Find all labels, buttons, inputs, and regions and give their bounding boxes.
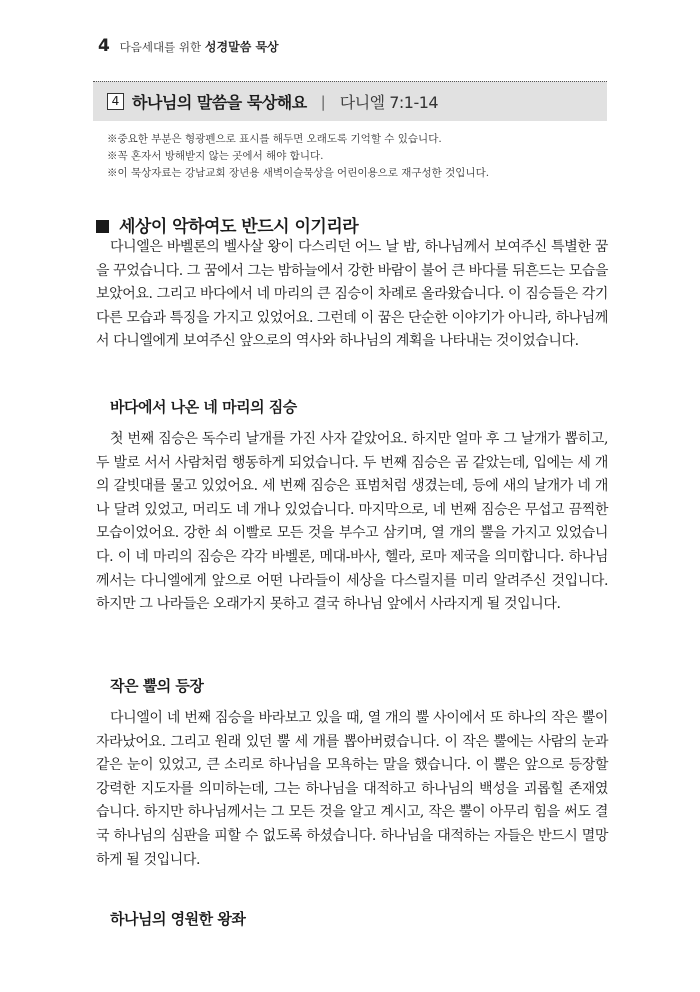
page-number: 4: [98, 36, 110, 56]
note-line: ※꼭 혼자서 방해받지 않는 곳에서 해야 합니다.: [107, 150, 324, 162]
series-lead: 다음세대를 위한: [119, 40, 202, 54]
running-head: [98, 36, 279, 56]
series-title: 성경말씀 묵상: [204, 40, 279, 54]
note-line: ※이 묵상자료는 강남교회 장년용 새벽이슬묵상을 어린이용으로 재구성한 것입니다.: [107, 167, 490, 179]
subhead-horn: 작은 뿔의 등장: [110, 677, 204, 695]
subhead-beasts: 바다에서 나온 네 마리의 짐승: [110, 398, 297, 416]
note-line: ※중요한 부분은 형광펜으로 표시를 해두면 오래도록 기억할 수 있습니다.: [107, 133, 442, 145]
lesson-banner: [93, 81, 607, 121]
section-heading: [96, 212, 358, 237]
intro-paragraph: 다니엘은 바벨론의 벨사살 왕이 다스리던 어느 날 밤, 하나님께서 보여주신 특별한 꿈을 꾸었습니다. 그 꿈에서 그는 밤하늘에서 강한 바람이 불어 큰 바다를 뒤흔드는 모습을 보았어요. 그리고 바다에서 네 마리의 큰 짐승이 차례로 올라왔습니다. 이 짐승들은 각기 다른 모습과 특징을 가지고 있었어요. 그런데 이 꿈은 단순한 이야기가 아니라, 하나님께서 다니엘에게 보여주신 앞으로의 역사와 하나님의 계획을 나타내는 것이었습니다.: [96, 239, 608, 350]
usage-notes: [107, 131, 489, 182]
black-square-icon: [96, 220, 109, 233]
beasts-paragraph: 첫 번째 짐승은 독수리 날개를 가진 사자 같았어요. 하지만 얼마 후 그 날개가 뽑히고, 두 발로 서서 사람처럼 행동하게 되었습니다. 두 번째 짐승은 곰 같았는데, 입에는 세 개의 갈빗대를 물고 있었어요. 세 번째 짐승은 표범처럼 생겼는데, 등에 새의 날개가 네 개나 달려 있었고, 머리도 네 개나 있었습니다. 마지막으로, 네 번째 짐승은 무섭고 끔찍한 모습이었어요. 강한 쇠 이빨로 모든 것을 부수고 삼키며, 열 개의 뿔을 가지고 있었습니다. 이 네 마리의 짐승은 각각 바벨론, 메대-바사, 헬라, 로마 제국을 의미합니다. 하나님께서는 다니엘에게 앞으로 어떤 나라들이 세상을 다스릴지를 미리 알려주신 것입니다. 하지만 그 나라들은 오래가지 못하고 결국 하나님 앞에서 사라지게 될 것입니다.: [96, 431, 608, 613]
banner-separator: |: [320, 92, 326, 111]
lesson-number-box: 4: [107, 93, 124, 110]
lesson-title: 하나님의 말씀을 묵상해요: [132, 93, 307, 112]
horn-paragraph: 다니엘이 네 번째 짐승을 바라보고 있을 때, 열 개의 뿔 사이에서 또 하나의 작은 뿔이 자라났어요. 그리고 원래 있던 뿔 세 개를 뽑아버렸습니다. 이 작은 뿔에는 사람의 눈과 같은 눈이 있었고, 큰 소리로 하나님을 모욕하는 말을 했습니다. 이 뿔은 앞으로 등장할 강력한 지도자를 의미하는데, 그는 하나님을 대적하고 하나님의 백성을 괴롭힐 존재였습니다. 하지만 하나님께서는 그 모든 것을 알고 계시고, 작은 뿔이 아무리 힘을 써도 결국 하나님의 심판을 피할 수 없도록 하셨습니다. 하나님을 대적하는 자들은 반드시 멸망하게 될 것입니다.: [96, 710, 608, 868]
scripture-reference: 다니엘 7:1-14: [339, 93, 439, 112]
subhead-throne: 하나님의 영원한 왕좌: [110, 910, 246, 928]
section-heading-text: 세상이 악하여도 반드시 이기리라: [119, 217, 359, 237]
